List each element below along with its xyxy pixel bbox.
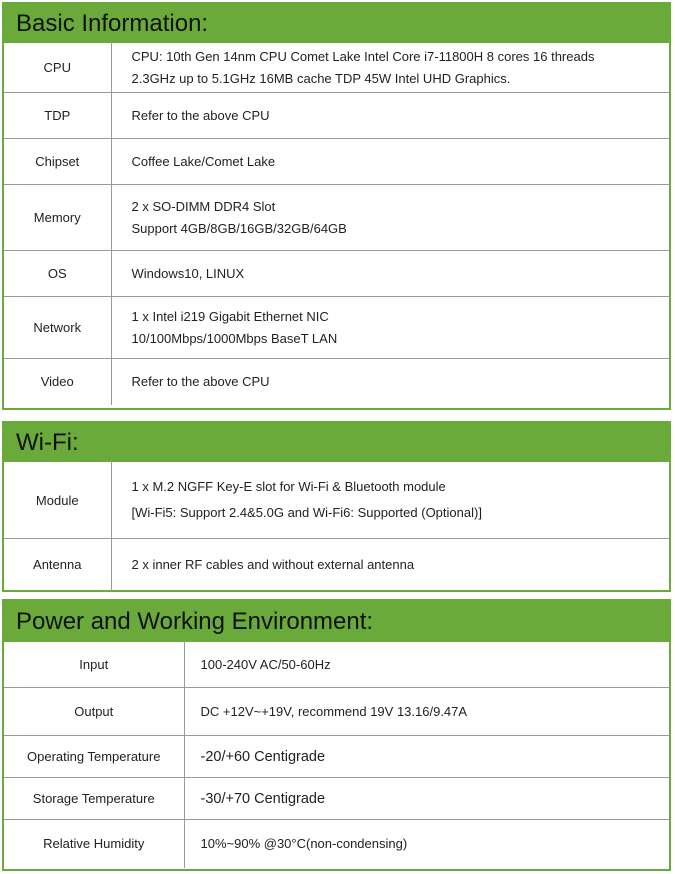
table-row — [4, 359, 669, 405]
row-value — [111, 539, 669, 591]
row-label: Memory — [4, 185, 111, 251]
row-value — [111, 93, 669, 139]
row-value — [184, 642, 669, 688]
table-row — [4, 820, 669, 868]
table-row — [4, 93, 669, 139]
value-line: 1 x Intel i219 Gigabit Ethernet NIC — [131, 308, 329, 324]
row-value — [111, 251, 669, 297]
value-line: 100-240V AC/50-60Hz — [200, 656, 331, 672]
value-line: 2 x SO-DIMM DDR4 Slot — [131, 198, 276, 214]
row-label: Storage Temperature — [4, 778, 184, 820]
row-label: TDP — [4, 93, 111, 139]
row-label: Operating Temperature — [4, 736, 184, 778]
row-label: Network — [4, 297, 111, 359]
power-environment-section — [2, 599, 671, 871]
table-row — [4, 139, 669, 185]
value-line: -20/+60 Centigrade — [200, 748, 326, 765]
value-line: 2 x inner RF cables and without external antenna — [131, 556, 415, 572]
row-label: Video — [4, 359, 111, 405]
basic-information-table — [4, 42, 669, 405]
power-environment-title: Power and Working Environment: — [4, 601, 669, 641]
row-label: Module — [4, 462, 111, 539]
table-row — [4, 688, 669, 736]
basic-information-title: Basic Information: — [4, 4, 669, 42]
row-value — [111, 43, 669, 93]
table-row — [4, 778, 669, 820]
row-value — [184, 736, 669, 778]
value-line: Coffee Lake/Comet Lake — [131, 153, 276, 169]
value-line: CPU: 10th Gen 14nm CPU Comet Lake Intel Core i7-11800H 8 cores 16 threads — [131, 48, 595, 64]
row-label: Chipset — [4, 139, 111, 185]
value-line: 1 x M.2 NGFF Key-E slot for Wi-Fi & Bluetooth module — [131, 479, 446, 494]
row-value — [111, 462, 669, 539]
row-value — [184, 688, 669, 736]
value-line: Windows10, LINUX — [131, 265, 245, 281]
value-line: Refer to the above CPU — [131, 373, 270, 389]
table-row — [4, 43, 669, 93]
row-value — [111, 185, 669, 251]
value-line: Refer to the above CPU — [131, 107, 270, 123]
wifi-section — [2, 421, 671, 592]
row-value — [111, 297, 669, 359]
value-line: DC +12V~+19V, recommend 19V 13.16/9.47A — [200, 703, 468, 719]
value-line: [Wi-Fi5: Support 2.4&5.0G and Wi-Fi6: Supported (Optional)] — [131, 505, 482, 520]
table-row — [4, 462, 669, 539]
row-value — [184, 820, 669, 868]
row-value — [111, 139, 669, 185]
row-label: OS — [4, 251, 111, 297]
table-row — [4, 185, 669, 251]
value-line: 2.3GHz up to 5.1GHz 16MB cache TDP 45W Intel UHD Graphics. — [131, 70, 511, 86]
value-line: Support 4GB/8GB/16GB/32GB/64GB — [131, 220, 347, 236]
table-row — [4, 251, 669, 297]
row-label: CPU — [4, 43, 111, 93]
power-environment-table — [4, 641, 669, 868]
wifi-table — [4, 461, 669, 591]
table-row — [4, 642, 669, 688]
row-value — [111, 359, 669, 405]
row-label: Input — [4, 642, 184, 688]
row-value — [184, 778, 669, 820]
value-line: 10/100Mbps/1000Mbps BaseT LAN — [131, 330, 338, 346]
wifi-title: Wi-Fi: — [4, 423, 669, 461]
table-row — [4, 297, 669, 359]
basic-information-section — [2, 2, 671, 410]
row-label: Output — [4, 688, 184, 736]
table-row — [4, 539, 669, 591]
value-line: -30/+70 Centigrade — [200, 790, 326, 807]
row-label: Relative Humidity — [4, 820, 184, 868]
value-line: 10%~90% @30°C(non-condensing) — [200, 835, 408, 851]
table-row — [4, 736, 669, 778]
row-label: Antenna — [4, 539, 111, 591]
